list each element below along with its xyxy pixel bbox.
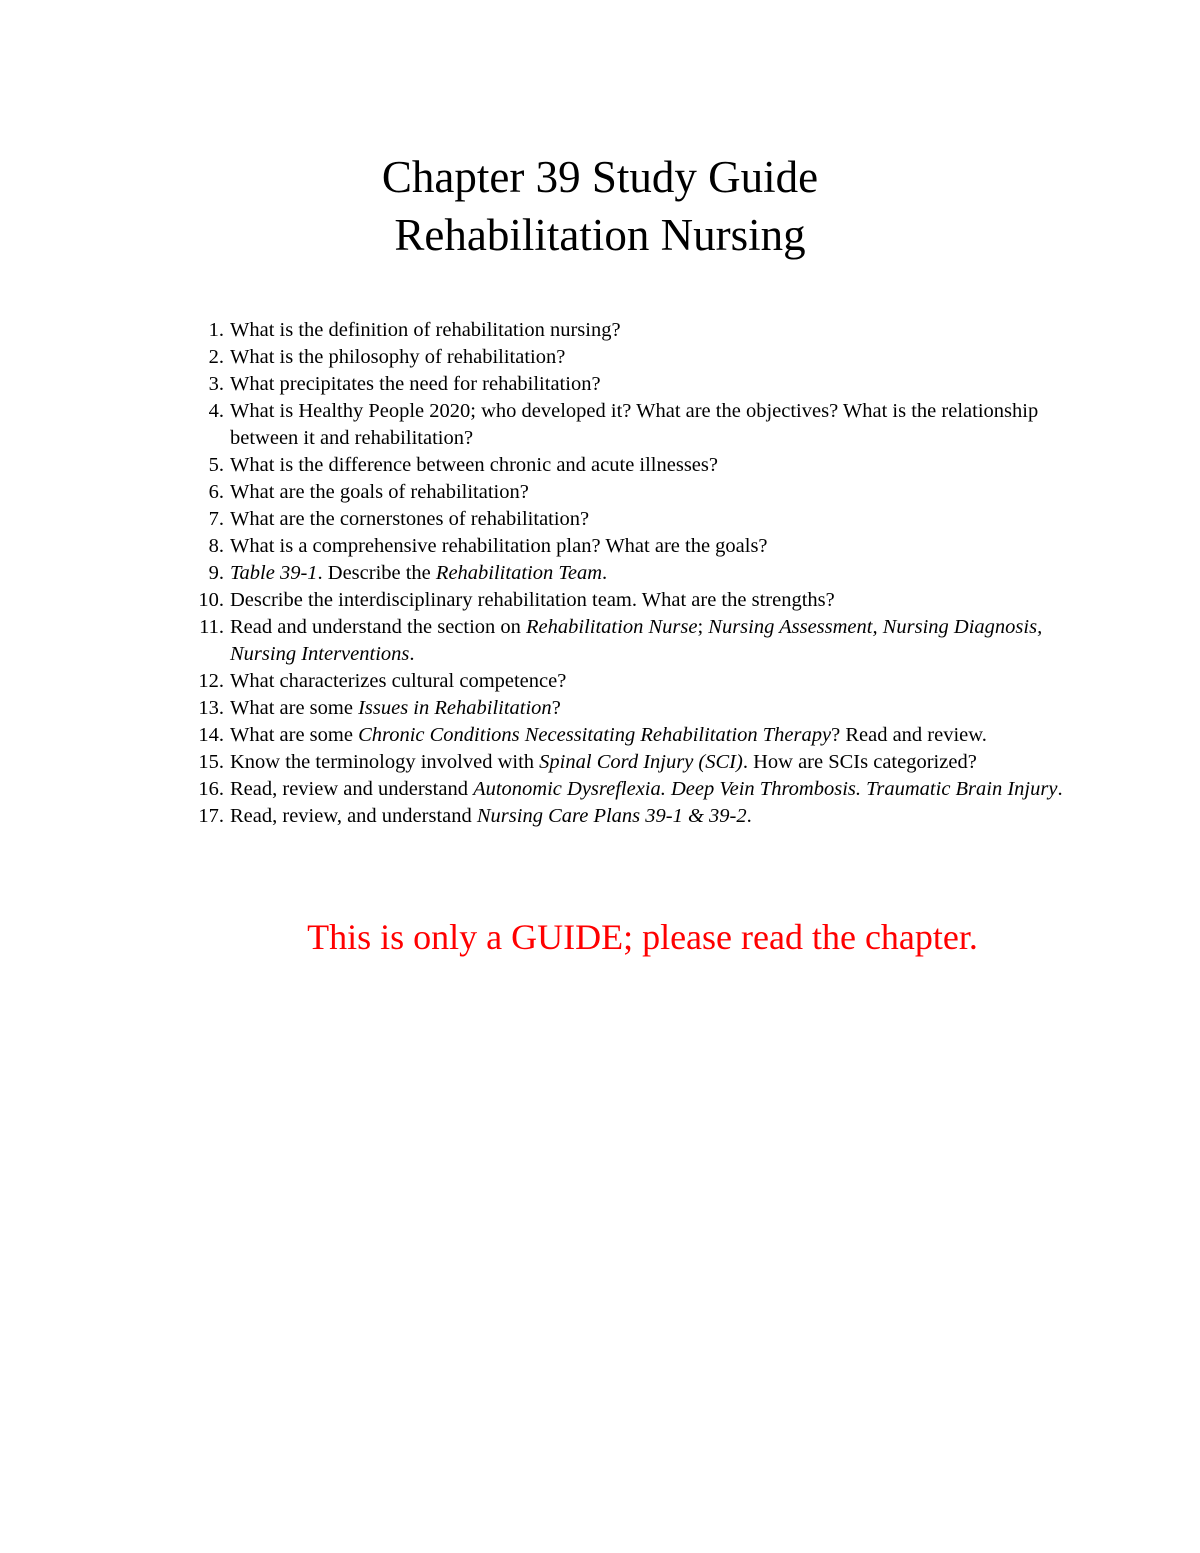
question-item [190,722,1070,749]
question-number: 5. [208,454,224,476]
question-text-segment: . Describe the [317,562,436,584]
question-text [230,589,835,611]
question-text [230,373,601,395]
question-number: 3. [208,373,224,395]
question-text-segment: What are the cornerstones of rehabilitation? [230,508,590,530]
question-text [230,346,565,368]
question-text-segment: What is the philosophy of rehabilitation? [230,346,566,368]
question-text [230,751,977,773]
question-item [190,749,1070,776]
question-item [190,371,1070,398]
question-item [190,803,1070,830]
question-text-segment: Read, review and understand [230,778,474,800]
question-item [190,506,1070,533]
question-number: 15. [198,751,224,773]
question-text-italic: Rehabilitation Team [435,562,603,584]
question-number: 1. [208,319,224,341]
question-item [190,317,1070,344]
question-item [190,587,1070,614]
question-text-italic: Spinal Cord Injury (SCI) [539,751,743,773]
question-item [190,479,1070,506]
question-item [190,776,1070,803]
question-number: 9. [208,562,224,584]
question-number: 2. [208,346,224,368]
question-text [230,481,529,503]
question-text-italic: Rehabilitation Nurse [526,616,698,638]
question-text-segment: Describe the interdisciplinary rehabilitation team. What are the strengths? [230,589,835,611]
question-text-segment: What precipitates the need for rehabilitation? [230,373,601,395]
question-item [190,695,1070,722]
question-number: 7. [208,508,224,530]
question-number: 6. [208,481,224,503]
question-text-italic: Table 39-1 [230,562,318,584]
question-item [190,533,1070,560]
document-subtitle: Rehabilitation Nursing [394,210,806,260]
question-text-segment: What is the difference between chronic and acute illnesses? [230,454,718,476]
question-item [190,560,1070,587]
question-number: 16. [198,778,224,800]
question-text-italic: Nursing Care Plans 39-1 & 39-2 [476,805,747,827]
question-text-italic: Nursing Assessment, Nursing Diagnosis, Nursing Interventions [230,616,1043,665]
question-item [190,344,1070,371]
question-text-segment: What are some [230,697,359,719]
title-block [0,148,1200,264]
document-title: Chapter 39 Study Guide [381,152,819,202]
question-text [230,778,1063,800]
question-text [230,454,718,476]
question-text-segment: What are some [230,724,359,746]
question-text [230,400,1038,449]
question-text-segment: What are the goals of rehabilitation? [230,481,529,503]
question-text-italic: Chronic Conditions Necessitating Rehabilitation Therapy [358,724,832,746]
question-text [230,616,1042,665]
question-text [230,508,589,530]
question-number: 11. [199,616,224,638]
question-text-segment: . [602,562,608,584]
question-number: 8. [208,535,224,557]
question-text-italic: Issues in Rehabilitation [358,697,552,719]
question-text-italic: Autonomic Dysreflexia. Deep Vein Thrombosis. Traumatic Brain Injury [473,778,1058,800]
question-text-segment: ? Read and review. [831,724,987,746]
question-text-segment: What is the definition of rehabilitation nursing? [230,319,621,341]
question-text-segment: . [1057,778,1063,800]
question-text-segment: . [409,643,415,665]
question-number: 13. [198,697,224,719]
question-item [190,398,1070,452]
question-text [230,697,561,719]
question-number: 4. [208,400,224,422]
question-text-segment: Read and understand the section on [230,616,527,638]
question-text [230,535,768,557]
guide-note: This is only a GUIDE; please read the chapter. [307,917,978,957]
question-text-segment: ? [551,697,561,719]
question-text [230,724,987,746]
question-number: 10. [198,589,224,611]
question-text-segment: What is a comprehensive rehabilitation plan? What are the goals? [230,535,768,557]
question-number: 12. [198,670,224,692]
question-list [190,317,1070,830]
question-number: 17. [198,805,224,827]
question-text [230,562,607,584]
question-text-segment: What is Healthy People 2020; who developed it? What are the objectives? What is the relationship between it and rehabilitation? [230,400,1039,449]
question-text-segment: What characterizes cultural competence? [230,670,567,692]
question-item [190,452,1070,479]
question-text-segment: ; [697,616,709,638]
question-text-segment: . [746,805,752,827]
question-number: 14. [198,724,224,746]
question-text [230,805,752,827]
question-text [230,319,621,341]
question-text-segment: Read, review, and understand [230,805,477,827]
question-item [190,614,1070,668]
question-text-segment: . How are SCIs categorized? [742,751,977,773]
question-item [190,668,1070,695]
question-text-segment: Know the terminology involved with [230,751,540,773]
question-text [230,670,566,692]
